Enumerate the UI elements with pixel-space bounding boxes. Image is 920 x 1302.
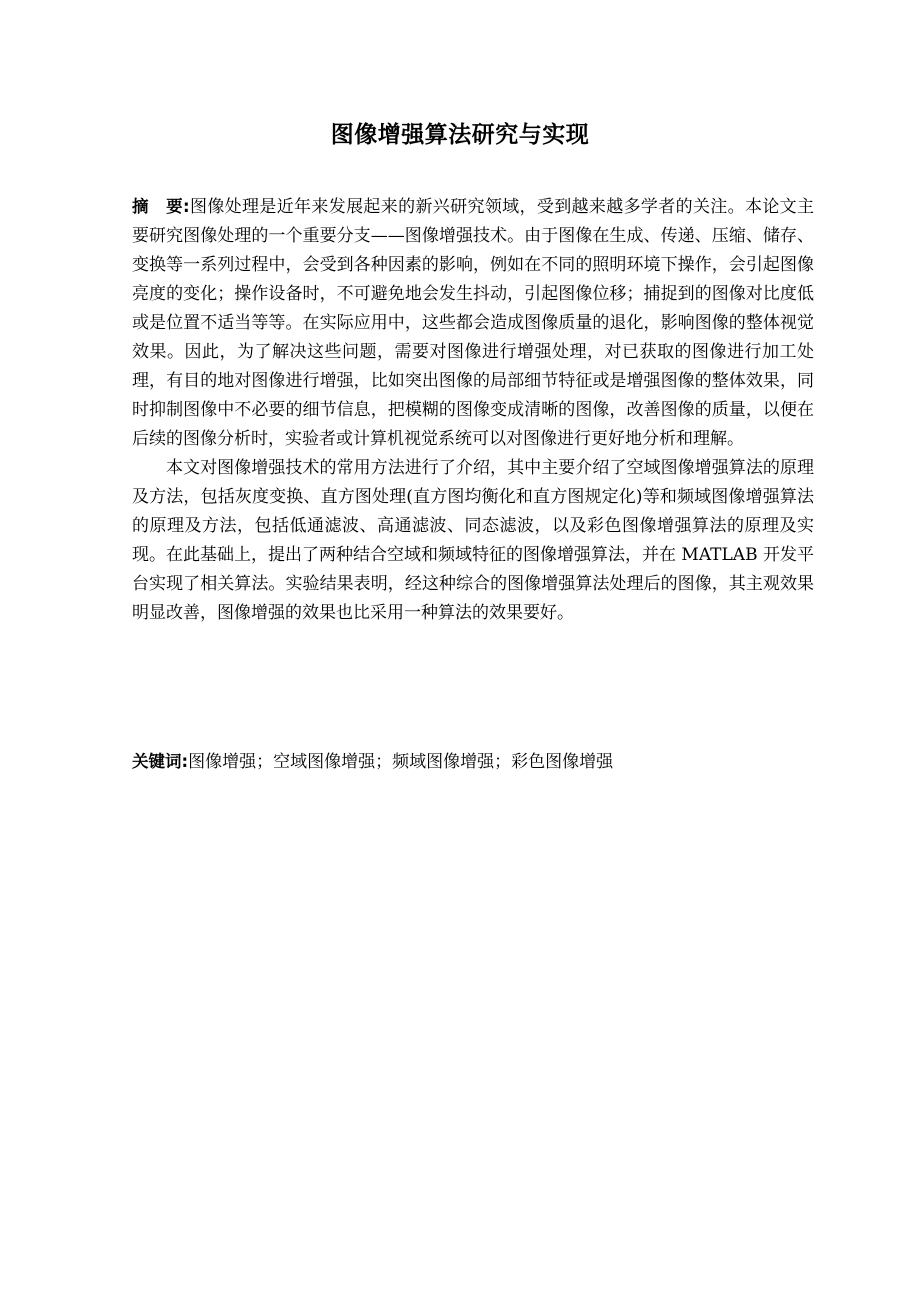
keywords-label: 关键词: (132, 752, 189, 771)
abstract-label-char-1: 摘 (132, 197, 149, 216)
keywords-text: 图像增强；空域图像增强；频域图像增强；彩色图像增强 (188, 752, 614, 772)
abstract-label-char-2: 要: (165, 197, 190, 216)
keywords-line (132, 747, 814, 777)
abstract-paragraph-2: 本文对图像增强技术的常用方法进行了介绍，其中主要介绍了空域图像增强算法的原理及方法，包括灰度变换、直方图处理(直方图均衡化和直方图规定化)等和频域图像增强算法的原理及方法，包括低通滤波、高通滤波、同态滤波，以及彩色图像增强算法的原理及实现。在此基础上，提出了两种结合空域和频域特征的图像增强算法，并在 MATLAB 开发平台实现了相关算法。实验结果表明，经这种综合的图像增强算法处理后的图像，其主观效果明显改善，图像增强的效果也比采用一种算法的效果要好。 (132, 458, 814, 623)
abstract-section (132, 192, 814, 628)
paper-title: 图像增强算法研究与实现 (330, 122, 590, 148)
abstract-paragraph-1-text: 图像处理是近年来发展起来的新兴研究领域，受到越来越多学者的关注。本论文主要研究图像处理的一个重要分支——图像增强技术。由于图像在生成、传递、压缩、储存、变换等一系列过程中，会受到各种因素的影响，例如在不同的照明环境下操作，会引起图像亮度的变化；操作设备时，不可避免地会发生抖动，引起图像位移；捕捉到的图像对比度低或是位置不适当等等。在实际应用中，这些都会造成图像质量的退化，影响图像的整体视觉效果。因此，为了解决这些问题，需要对图像进行增强处理，对已获取的图像进行加工处理，有目的地对图像进行增强，比如突出图像的局部细节特征或是增强图像的整体效果，同时抑制图像中不必要的细节信息，把模糊的图像变成清晰的图像，改善图像的质量，以便在后续的图像分析时，实验者或计算机视觉系统可以对图像进行更好地分析和理解。 (132, 197, 814, 449)
abstract-label (132, 197, 190, 216)
abstract-paragraph-1 (132, 192, 814, 454)
